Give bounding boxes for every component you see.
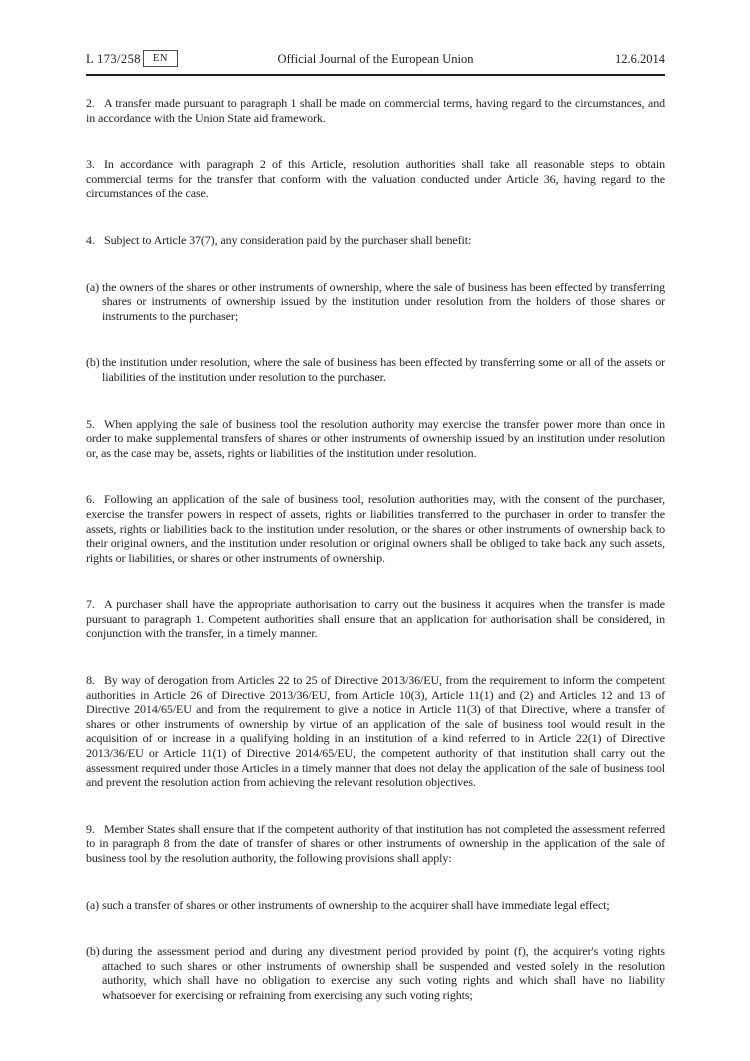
paragraph-text: When applying the sale of business tool the resolution authority may exercise the transfer power more than once in order to make supplemental transfers of shares or other instruments of ownership issued by an institution under resolution or, as the case may be, assets, rights or liabilities of the institution under resolution. — [86, 416, 665, 460]
point-b-paragraph-9 — [86, 944, 665, 1002]
paragraph-9 — [86, 822, 665, 866]
paragraph-text: By way of derogation from Articles 22 to 25 of Directive 2013/36/EU, from the requirement to inform the competent authorities in Article 26 of Directive 2013/36/EU, from Article 10(3), Article 11(1) and (2) and Articles 12 and 13 of Directive 2014/65/EU and from the requirement to give a notice in Article 11(3) of that Directive, where a transfer of shares or other instruments of ownership by virtue of an application of the sale of business tool would result in the acquisition of or increase in a qualifying holding in an institution of a kind referred to in Article 22(1) of Directive 2013/36/EU or Article 11(1) of Directive 2014/65/EU, the competent authority of that institution shall carry out the assessment required under those Articles in a timely manner that does not delay the application of the sale of business tool and prevent the resolution action from achieving the relevant resolution objectives. — [86, 673, 665, 790]
paragraph-8 — [86, 673, 665, 790]
paragraph-text: Following an application of the sale of business tool, resolution authorities may, with the consent of the purchaser, exercise the transfer powers in respect of assets, rights or liabilities transferred to the purchaser in order to transfer the assets, rights or liabilities back to the institution under resolution, or the shares or other instruments of ownership back to their original owners, and the institution under resolution or original owners shall be obliged to take back any such assets, rights or liabilities, or shares or other instruments of ownership. — [86, 492, 665, 565]
language-badge: EN — [143, 50, 178, 67]
document-body — [86, 96, 665, 1035]
paragraph-number: 3. — [86, 157, 95, 172]
point-text: the owners of the shares or other instruments of ownership, where the sale of business has been effected by transferring shares or instruments of ownership issued by the institution under resolution from the holders of those shares or instruments to the purchaser; — [102, 279, 665, 323]
paragraph-text: A purchaser shall have the appropriate authorisation to carry out the business it acquires when the transfer is made pursuant to paragraph 1. Competent authorities shall ensure that an application for authorisation shall be considered, in conjunction with the transfer, in a timely manner. — [86, 597, 665, 641]
paragraph-6 — [86, 492, 665, 565]
paragraph-number: 4. — [86, 232, 95, 247]
issue-date: 12.6.2014 — [615, 52, 665, 66]
paragraph-5 — [86, 417, 665, 461]
paragraph-3 — [86, 157, 665, 201]
paragraph-number: 2. — [86, 96, 95, 110]
paragraph-2 — [86, 96, 665, 125]
point-a-paragraph-9 — [86, 898, 665, 913]
point-b-paragraph-4 — [86, 355, 665, 384]
paragraph-text: Member States shall ensure that if the competent authority of that institution has not completed the assessment referred to in paragraph 8 from the date of transfer of shares or other instruments of ownership in the application of the sale of business tool by the resolution authority, the following provisions shall apply: — [86, 821, 665, 865]
paragraph-number: 8. — [86, 673, 95, 688]
paragraph-number: 5. — [86, 416, 95, 431]
page-header — [86, 48, 665, 72]
header-rule — [86, 74, 665, 76]
paragraph-text: In accordance with paragraph 2 of this Article, resolution authorities shall take all reasonable steps to obtain commercial terms for the transfer that conform with the valuation conducted under Article 36, having regard to the circumstances of the case. — [86, 157, 665, 201]
paragraph-4 — [86, 233, 665, 248]
journal-title: Official Journal of the European Union — [277, 52, 474, 66]
paragraph-number: 9. — [86, 821, 95, 836]
paragraph-number: 7. — [86, 597, 95, 612]
paragraph-7 — [86, 597, 665, 641]
point-text: during the assessment period and during any divestment period provided by point (f), the acquirer's voting rights attached to such shares or other instruments of ownership shall be suspended and vested solely in the resolution authority, which shall have no obligation to exercise any such voting rights and which shall have no liability whatsoever for exercising or refraining from exercising any such voting rights; — [102, 944, 665, 1002]
point-label: (a) — [86, 279, 100, 294]
point-label: (b) — [86, 355, 100, 370]
point-text: such a transfer of shares or other instruments of ownership to the acquirer shall have immediate legal effect; — [102, 897, 610, 912]
point-a-paragraph-4 — [86, 280, 665, 324]
page-number-label: L 173/258 — [86, 52, 141, 66]
paragraph-number: 6. — [86, 492, 95, 507]
paragraph-text: Subject to Article 37(7), any consideration paid by the purchaser shall benefit: — [104, 232, 472, 247]
paragraph-text: A transfer made pursuant to paragraph 1 shall be made on commercial terms, having regard to the circumstances, and in accordance with the Union State aid framework. — [86, 96, 665, 125]
point-label: (b) — [86, 944, 100, 959]
point-text: the institution under resolution, where the sale of business has been effected by transferring some or all of the assets or liabilities of the institution under resolution to the purchaser. — [102, 355, 665, 384]
point-label: (a) — [86, 897, 100, 912]
